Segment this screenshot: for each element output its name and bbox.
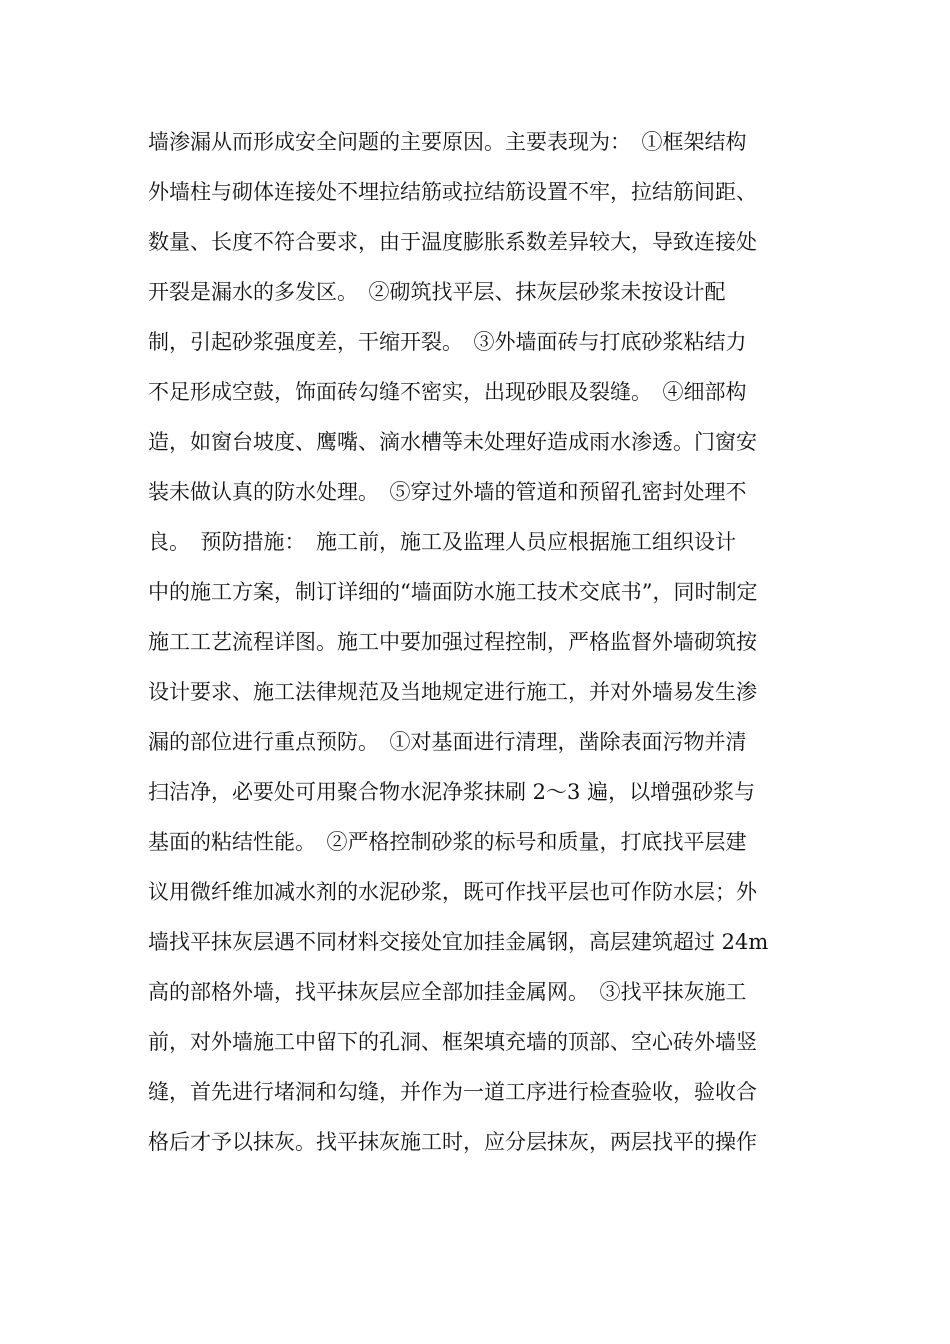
text-line: 良。 预防措施： 施工前，施工及监理人员应根据施工组织设计 [148,530,736,554]
text-line: 缝，首先进行堵洞和勾缝，并作为一道工序进行检查验收，验收合 [148,1080,757,1104]
text-line: 开裂是漏水的多发区。 ②砌筑找平层、抹灰层砂浆未按设计配 [148,280,726,304]
text-line: 墙找平抹灰层遇不同材料交接处宜加挂金属钢，高层建筑超过 24m [148,930,769,954]
text-line: 设计要求、施工法律规范及当地规定进行施工，并对外墙易发生渗 [148,680,757,704]
text-line: 施工工艺流程详图。施工中要加强过程控制，严格监督外墙砌筑按 [148,630,757,654]
text-line: 高的部格外墙，找平抹灰层应全部加挂金属网。 ③找平抹灰施工 [148,980,747,1004]
text-line: 基面的粘结性能。 ②严格控制砂浆的标号和质量，打底找平层建 [148,830,747,854]
text-line: 墙渗漏从而形成安全问题的主要原因。主要表现为： ①框架结构 [148,130,747,154]
text-line: 装未做认真的防水处理。 ⑤穿过外墙的管道和预留孔密封处理不 [148,480,747,504]
text-line: 议用微纤维加减水剂的水泥砂浆，既可作找平层也可作防水层；外 [148,880,757,904]
text-line: 造，如窗台坡度、鹰嘴、滴水槽等未处理好造成雨水渗透。门窗安 [148,430,757,454]
text-line: 数量、长度不符合要求，由于温度膨胀系数差异较大，导致连接处 [148,230,757,254]
text-line: 前，对外墙施工中留下的孔洞、框架填充墙的顶部、空心砖外墙竖 [148,1030,757,1054]
text-line: 不足形成空鼓，饰面砖勾缝不密实，出现砂眼及裂缝。 ④细部构 [148,380,747,404]
body-text [148,117,808,1167]
text-line: 中的施工方案，制订详细的“墙面防水施工技术交底书”，同时制定 [148,580,758,604]
text-line: 漏的部位进行重点预防。 ①对基面进行清理，凿除表面污物并清 [148,730,747,754]
text-line: 外墙柱与砌体连接处不埋拉结筋或拉结筋设置不牢，拉结筋间距、 [148,180,757,204]
text-line: 制，引起砂浆强度差，干缩开裂。 ③外墙面砖与打底砂浆粘结力 [148,330,747,354]
text-line: 格后才予以抹灰。找平抹灰施工时，应分层抹灰，两层找平的操作 [148,1130,757,1154]
text-line: 扫洁净，必要处可用聚合物水泥净浆抹刷 2～3 遍，以增强砂浆与 [148,780,756,804]
